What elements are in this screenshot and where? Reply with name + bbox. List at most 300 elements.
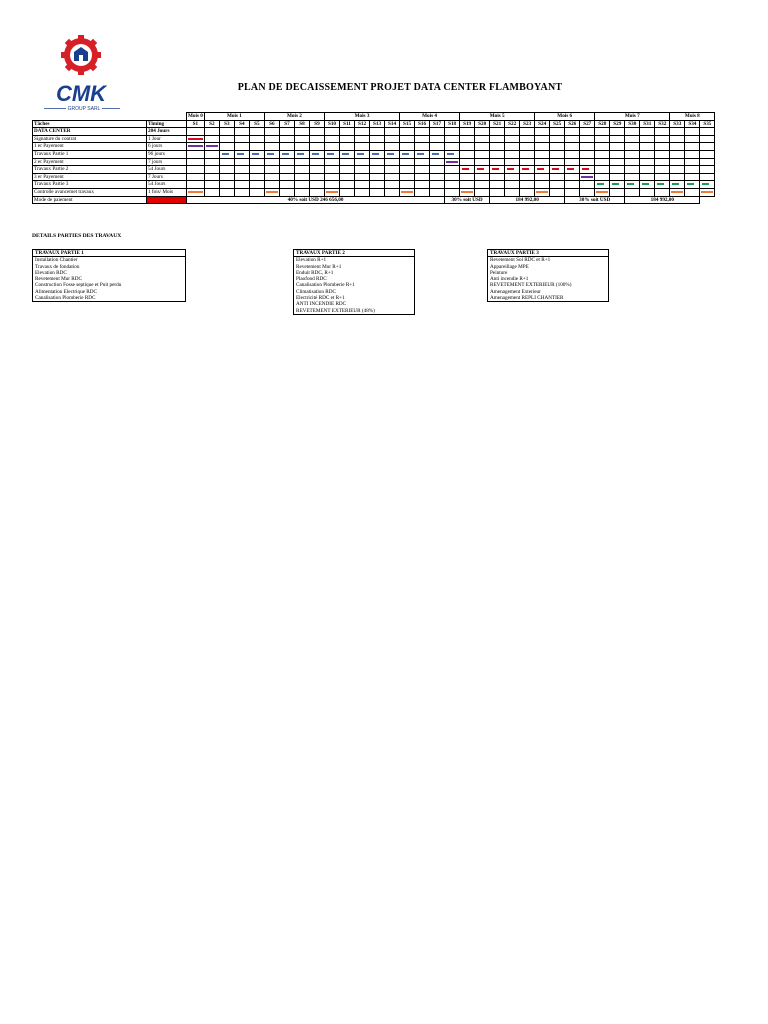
week-header: S16 bbox=[415, 120, 430, 128]
work-item: Enduit RDC, R+1 bbox=[296, 269, 334, 276]
week-cell bbox=[670, 181, 685, 189]
week-cell bbox=[204, 150, 219, 158]
gantt-bar bbox=[461, 191, 473, 193]
week-cell bbox=[565, 128, 580, 136]
week-cell bbox=[385, 158, 400, 166]
week-cell bbox=[445, 158, 460, 166]
week-cell bbox=[490, 181, 505, 189]
task-timing: 54 Jours bbox=[147, 166, 187, 174]
week-cell bbox=[385, 166, 400, 174]
month-header: Mois 1 bbox=[204, 113, 264, 121]
week-cell bbox=[625, 150, 640, 158]
week-header: S9 bbox=[309, 120, 324, 128]
week-cell bbox=[655, 143, 670, 151]
week-cell bbox=[204, 143, 219, 151]
gantt-bar bbox=[222, 153, 229, 155]
week-cell bbox=[385, 173, 400, 181]
gantt-bar bbox=[432, 153, 439, 155]
week-cell bbox=[309, 128, 324, 136]
week-cell bbox=[670, 135, 685, 143]
week-cell bbox=[204, 166, 219, 174]
week-header: S5 bbox=[249, 120, 264, 128]
week-cell bbox=[445, 128, 460, 136]
week-cell bbox=[685, 188, 700, 196]
week-cell bbox=[400, 166, 415, 174]
task-timing: 1 fois/ Mois bbox=[147, 188, 187, 196]
task-row bbox=[33, 166, 715, 174]
week-cell bbox=[610, 135, 625, 143]
task-row bbox=[33, 181, 715, 189]
work-part-box bbox=[32, 249, 186, 302]
week-header: S6 bbox=[264, 120, 279, 128]
week-cell bbox=[355, 173, 370, 181]
week-header: S17 bbox=[430, 120, 445, 128]
week-cell bbox=[550, 143, 565, 151]
week-cell bbox=[385, 188, 400, 196]
week-cell bbox=[655, 188, 670, 196]
week-cell bbox=[249, 128, 264, 136]
week-cell bbox=[385, 150, 400, 158]
week-cell bbox=[294, 158, 309, 166]
week-cell bbox=[445, 173, 460, 181]
gantt-bar bbox=[492, 168, 499, 170]
task-name: Travaux Partie 1 bbox=[33, 150, 147, 158]
week-cell bbox=[219, 158, 234, 166]
gantt-bar bbox=[188, 145, 203, 147]
work-item: Elevation RDC bbox=[35, 269, 67, 276]
week-cell bbox=[339, 158, 354, 166]
week-cell bbox=[324, 128, 339, 136]
gantt-bar bbox=[206, 145, 218, 147]
week-cell bbox=[294, 181, 309, 189]
week-cell bbox=[640, 188, 655, 196]
week-cell bbox=[475, 188, 490, 196]
week-cell bbox=[475, 166, 490, 174]
week-cell bbox=[640, 150, 655, 158]
month-header: Mois 5 bbox=[460, 113, 535, 121]
week-cell bbox=[520, 188, 535, 196]
work-item: Revetement Sol RDC et R+1 bbox=[490, 257, 551, 264]
week-cell bbox=[355, 181, 370, 189]
week-cell bbox=[550, 150, 565, 158]
week-cell bbox=[219, 173, 234, 181]
week-cell bbox=[234, 188, 249, 196]
week-cell bbox=[400, 188, 415, 196]
week-cell bbox=[187, 158, 205, 166]
week-cell bbox=[249, 166, 264, 174]
week-cell bbox=[324, 135, 339, 143]
week-cell bbox=[610, 128, 625, 136]
week-cell bbox=[400, 135, 415, 143]
week-cell bbox=[595, 143, 610, 151]
week-cell bbox=[279, 158, 294, 166]
week-header: S11 bbox=[339, 120, 354, 128]
week-cell bbox=[264, 181, 279, 189]
task-timing: 6 jours bbox=[147, 143, 187, 151]
month-header: Mois 3 bbox=[324, 113, 399, 121]
week-cell bbox=[550, 158, 565, 166]
payment-amount: 184 992,00 bbox=[490, 196, 565, 204]
week-cell bbox=[595, 158, 610, 166]
week-header: S21 bbox=[490, 120, 505, 128]
gantt-bar bbox=[357, 153, 364, 155]
task-timing: 54 Jours bbox=[147, 181, 187, 189]
gantt-bar bbox=[581, 176, 593, 178]
week-cell bbox=[460, 143, 475, 151]
week-cell bbox=[309, 188, 324, 196]
week-cell bbox=[520, 181, 535, 189]
week-cell bbox=[595, 188, 610, 196]
week-cell bbox=[309, 166, 324, 174]
week-cell bbox=[309, 173, 324, 181]
work-part-box bbox=[293, 249, 415, 315]
week-cell bbox=[520, 166, 535, 174]
week-cell bbox=[187, 188, 205, 196]
week-cell bbox=[460, 150, 475, 158]
week-cell bbox=[234, 166, 249, 174]
week-cell bbox=[264, 166, 279, 174]
week-cell bbox=[640, 128, 655, 136]
week-cell bbox=[370, 143, 385, 151]
week-cell bbox=[187, 166, 205, 174]
week-cell bbox=[640, 143, 655, 151]
task-row bbox=[33, 135, 715, 143]
week-cell bbox=[415, 181, 430, 189]
week-cell bbox=[595, 166, 610, 174]
payment-amount: 30% soit USD bbox=[445, 196, 490, 204]
gantt-bar bbox=[701, 191, 713, 193]
work-item: Amenagement Exterieur bbox=[490, 288, 541, 295]
week-cell bbox=[249, 181, 264, 189]
week-cell bbox=[355, 150, 370, 158]
week-cell bbox=[204, 188, 219, 196]
week-cell bbox=[490, 143, 505, 151]
week-header: S15 bbox=[400, 120, 415, 128]
week-cell bbox=[640, 158, 655, 166]
week-cell bbox=[187, 173, 205, 181]
week-cell bbox=[535, 135, 550, 143]
gantt-bar bbox=[536, 191, 548, 193]
week-cell bbox=[355, 128, 370, 136]
week-cell bbox=[505, 150, 520, 158]
week-cell bbox=[505, 181, 520, 189]
week-cell bbox=[670, 188, 685, 196]
week-cell bbox=[655, 166, 670, 174]
week-cell bbox=[204, 173, 219, 181]
week-header: S29 bbox=[610, 120, 625, 128]
week-cell bbox=[520, 150, 535, 158]
week-cell bbox=[234, 150, 249, 158]
gantt-bar bbox=[266, 191, 278, 193]
week-cell bbox=[400, 181, 415, 189]
week-header: S19 bbox=[460, 120, 475, 128]
gantt-bar bbox=[327, 153, 334, 155]
task-row bbox=[33, 150, 715, 158]
work-item: REVETEMENT EXTERIEUR (100%) bbox=[490, 282, 572, 289]
week-cell bbox=[279, 181, 294, 189]
work-item: Revetement Mur R+1 bbox=[296, 263, 342, 270]
week-cell bbox=[625, 188, 640, 196]
week-header: S25 bbox=[550, 120, 565, 128]
week-cell bbox=[655, 150, 670, 158]
week-cell bbox=[475, 135, 490, 143]
week-cell bbox=[264, 158, 279, 166]
week-cell bbox=[535, 150, 550, 158]
week-cell bbox=[279, 173, 294, 181]
week-cell bbox=[385, 128, 400, 136]
week-cell bbox=[309, 150, 324, 158]
gantt-bar bbox=[237, 153, 244, 155]
week-cell bbox=[625, 135, 640, 143]
task-name: DATA CENTER bbox=[33, 128, 147, 136]
week-header: S13 bbox=[370, 120, 385, 128]
week-cell bbox=[370, 173, 385, 181]
week-cell bbox=[490, 166, 505, 174]
week-cell bbox=[700, 150, 715, 158]
week-cell bbox=[234, 173, 249, 181]
week-cell bbox=[309, 181, 324, 189]
week-cell bbox=[324, 188, 339, 196]
week-cell bbox=[294, 173, 309, 181]
payment-marker bbox=[147, 196, 187, 204]
week-cell bbox=[430, 150, 445, 158]
week-cell bbox=[400, 173, 415, 181]
week-cell bbox=[685, 143, 700, 151]
week-cell bbox=[490, 158, 505, 166]
gantt-bar bbox=[477, 168, 484, 170]
gantt-bar bbox=[582, 168, 589, 170]
task-timing: 7 Jours bbox=[147, 173, 187, 181]
week-cell bbox=[580, 135, 595, 143]
gantt-bar bbox=[326, 191, 338, 193]
week-cell bbox=[249, 188, 264, 196]
week-cell bbox=[234, 181, 249, 189]
week-cell bbox=[445, 181, 460, 189]
week-header: S14 bbox=[385, 120, 400, 128]
gantt-bar bbox=[462, 168, 469, 170]
task-row bbox=[33, 158, 715, 166]
week-cell bbox=[670, 128, 685, 136]
gantt-bar bbox=[702, 183, 709, 185]
week-cell bbox=[324, 181, 339, 189]
week-cell bbox=[415, 135, 430, 143]
week-cell bbox=[505, 143, 520, 151]
week-cell bbox=[475, 128, 490, 136]
week-cell bbox=[400, 143, 415, 151]
week-cell bbox=[700, 181, 715, 189]
task-row bbox=[33, 173, 715, 181]
week-cell bbox=[565, 135, 580, 143]
week-cell bbox=[535, 173, 550, 181]
work-part-box bbox=[487, 249, 609, 302]
week-cell bbox=[370, 188, 385, 196]
week-cell bbox=[324, 173, 339, 181]
work-part-title: TRAVAUX PARTIE 2 bbox=[294, 250, 414, 257]
week-cell bbox=[685, 150, 700, 158]
week-cell bbox=[430, 188, 445, 196]
week-cell bbox=[700, 188, 715, 196]
details-heading: DETAILS PARTIES DES TRAVAUX bbox=[32, 233, 122, 239]
task-timing: 7 jours bbox=[147, 158, 187, 166]
week-cell bbox=[580, 158, 595, 166]
gantt-bar bbox=[297, 153, 304, 155]
week-cell bbox=[370, 181, 385, 189]
week-header: S10 bbox=[324, 120, 339, 128]
month-header: Mois 7 bbox=[595, 113, 670, 121]
week-cell bbox=[400, 150, 415, 158]
week-cell bbox=[490, 188, 505, 196]
week-header: S28 bbox=[595, 120, 610, 128]
week-cell bbox=[294, 150, 309, 158]
week-cell bbox=[219, 181, 234, 189]
work-item: Anti incendie R+1 bbox=[490, 276, 529, 283]
work-item: Plaofond RDC bbox=[296, 276, 327, 283]
week-cell bbox=[460, 188, 475, 196]
week-cell bbox=[355, 158, 370, 166]
week-cell bbox=[294, 135, 309, 143]
week-cell bbox=[700, 166, 715, 174]
week-cell bbox=[219, 143, 234, 151]
week-cell bbox=[415, 173, 430, 181]
week-cell bbox=[580, 173, 595, 181]
week-cell bbox=[279, 150, 294, 158]
week-cell bbox=[324, 166, 339, 174]
week-cell bbox=[595, 173, 610, 181]
week-cell bbox=[187, 143, 205, 151]
week-cell bbox=[490, 128, 505, 136]
week-cell bbox=[279, 166, 294, 174]
week-cell bbox=[187, 135, 205, 143]
week-cell bbox=[505, 158, 520, 166]
week-cell bbox=[520, 158, 535, 166]
week-cell bbox=[385, 143, 400, 151]
week-header: S8 bbox=[294, 120, 309, 128]
gantt-bar bbox=[657, 183, 664, 185]
task-name: 1 er Payement bbox=[33, 143, 147, 151]
week-cell bbox=[655, 158, 670, 166]
week-cell bbox=[249, 173, 264, 181]
week-header: S31 bbox=[640, 120, 655, 128]
week-cell bbox=[655, 173, 670, 181]
week-cell bbox=[219, 166, 234, 174]
week-cell bbox=[655, 181, 670, 189]
week-cell bbox=[339, 188, 354, 196]
week-cell bbox=[625, 173, 640, 181]
work-item: Alimentation Electrique RDC bbox=[35, 288, 97, 295]
payment-amount: 184 992,00 bbox=[625, 196, 700, 204]
week-cell bbox=[234, 143, 249, 151]
week-cell bbox=[460, 135, 475, 143]
work-item: Construction Fosse septique et Puit perdu bbox=[35, 282, 122, 289]
week-cell bbox=[339, 143, 354, 151]
week-cell bbox=[640, 135, 655, 143]
week-cell bbox=[355, 143, 370, 151]
gantt-bar bbox=[537, 168, 544, 170]
week-cell bbox=[625, 128, 640, 136]
week-cell bbox=[505, 166, 520, 174]
week-cell bbox=[279, 188, 294, 196]
svg-text:GROUP SARL: GROUP SARL bbox=[67, 106, 101, 112]
week-cell bbox=[324, 158, 339, 166]
week-header: S26 bbox=[565, 120, 580, 128]
week-cell bbox=[445, 135, 460, 143]
week-cell bbox=[490, 135, 505, 143]
week-cell bbox=[565, 188, 580, 196]
week-cell bbox=[580, 188, 595, 196]
week-cell bbox=[355, 135, 370, 143]
week-header: S2 bbox=[204, 120, 219, 128]
work-item: Canalisation Plomberie RDC bbox=[35, 295, 96, 302]
week-cell bbox=[535, 166, 550, 174]
week-cell bbox=[625, 158, 640, 166]
week-cell bbox=[535, 188, 550, 196]
task-timing: 204 Jours bbox=[147, 128, 187, 136]
week-cell bbox=[700, 158, 715, 166]
payment-amount: 30% soit USD bbox=[565, 196, 625, 204]
week-cell bbox=[415, 158, 430, 166]
week-cell bbox=[430, 143, 445, 151]
week-cell bbox=[415, 166, 430, 174]
week-cell bbox=[610, 150, 625, 158]
week-cell bbox=[294, 188, 309, 196]
gantt-bar bbox=[267, 153, 274, 155]
week-cell bbox=[580, 143, 595, 151]
week-cell bbox=[685, 128, 700, 136]
week-cell bbox=[234, 158, 249, 166]
week-cell bbox=[264, 173, 279, 181]
week-cell bbox=[415, 150, 430, 158]
week-cell bbox=[640, 173, 655, 181]
week-cell bbox=[294, 143, 309, 151]
week-cell bbox=[460, 166, 475, 174]
gantt-bar bbox=[627, 183, 634, 185]
week-cell bbox=[610, 166, 625, 174]
week-cell bbox=[595, 128, 610, 136]
month-header: Mois 6 bbox=[535, 113, 595, 121]
week-header: S27 bbox=[580, 120, 595, 128]
week-cell bbox=[460, 158, 475, 166]
week-cell bbox=[700, 173, 715, 181]
task-name: Controlle avancemet travaux bbox=[33, 188, 147, 196]
work-item: Installation Chantier bbox=[35, 257, 78, 264]
gantt-bar bbox=[282, 153, 289, 155]
week-cell bbox=[324, 143, 339, 151]
gantt-bar bbox=[387, 153, 394, 155]
work-item: Appareillage MPE bbox=[490, 263, 529, 270]
week-cell bbox=[445, 143, 460, 151]
month-header: Mois 0 bbox=[188, 113, 203, 119]
week-cell bbox=[187, 181, 205, 189]
week-cell bbox=[279, 143, 294, 151]
column-header-task: Tâches bbox=[33, 120, 147, 128]
gantt-bar bbox=[612, 183, 619, 185]
week-cell bbox=[204, 158, 219, 166]
gantt-bar bbox=[507, 168, 514, 170]
week-cell bbox=[550, 173, 565, 181]
work-item: Amenagement REPLI CHANTIER bbox=[490, 295, 564, 302]
week-cell bbox=[655, 135, 670, 143]
week-cell bbox=[565, 166, 580, 174]
work-item: Climatisation RDC bbox=[296, 288, 336, 295]
week-cell bbox=[475, 173, 490, 181]
week-cell bbox=[610, 173, 625, 181]
gantt-bar bbox=[372, 153, 379, 155]
week-cell bbox=[685, 158, 700, 166]
week-cell bbox=[339, 181, 354, 189]
week-cell bbox=[685, 173, 700, 181]
work-item: REVETEMENT EXTERIEUR (48%) bbox=[296, 307, 375, 314]
week-cell bbox=[610, 158, 625, 166]
